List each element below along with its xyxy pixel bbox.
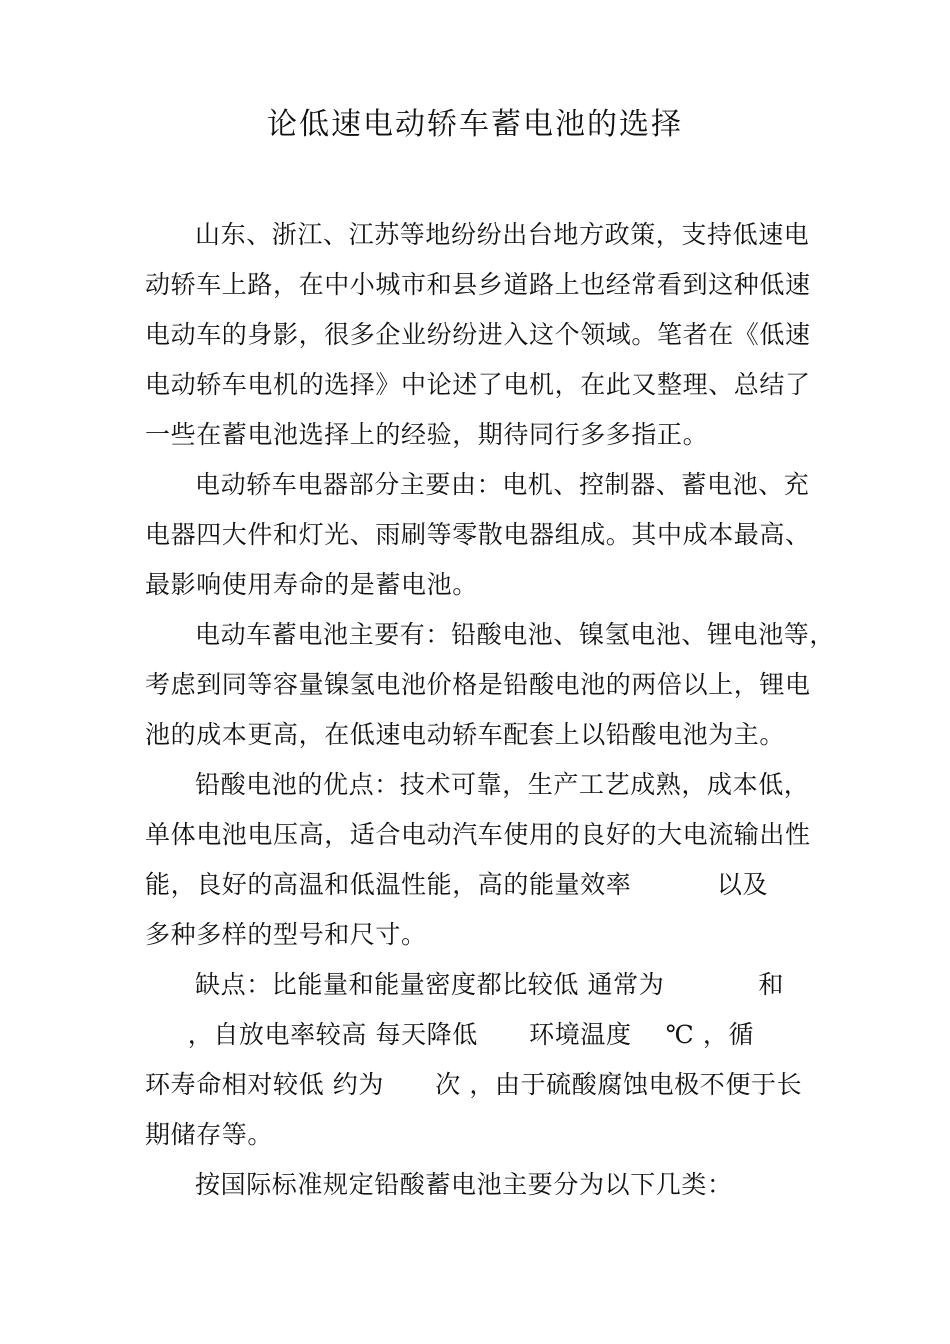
paragraph-line: 最影响使用寿命的是蓄电池。: [145, 570, 478, 599]
paragraph-line: 缺点：比能量和能量密度都比较低 通常为 和: [195, 970, 784, 999]
paragraph-line: 山东、浙江、江苏等地纷纷出台地方政策，支持低速电: [195, 220, 810, 249]
paragraph-line: 环寿命相对较低 约为 次 ，由于硫酸腐蚀电极不便于长: [145, 1070, 803, 1099]
paragraph-line: 按国际标准规定铅酸蓄电池主要分为以下几类：: [195, 1170, 733, 1199]
paragraph-line: 铅酸电池的优点：技术可靠，生产工艺成熟，成本低，: [195, 770, 810, 799]
paragraph-line: 多种多样的型号和尺寸。: [145, 920, 427, 949]
paragraph-line: 能，良好的高温和低温性能，高的能量效率 以及: [145, 870, 769, 899]
paragraph-line: 一些在蓄电池选择上的经验，期待同行多多指正。: [145, 420, 709, 449]
paragraph-line: ，自放电率较高 每天降低 环境温度 ℃ ，循: [145, 1020, 755, 1049]
paragraph-line: 电动车的身影，很多企业纷纷进入这个领域。笔者在《低速: [145, 320, 811, 349]
paragraph-line: 单体电池电压高，适合电动汽车使用的良好的大电流输出性: [145, 820, 811, 849]
paragraph-line: 电动轿车电机的选择》中论述了电机，在此又整理、总结了: [145, 370, 811, 399]
paragraph-line: 电动轿车电器部分主要由：电机、控制器、蓄电池、充: [195, 470, 810, 499]
paragraph-line: 池的成本更高，在低速电动轿车配套上以铅酸电池为主。: [145, 720, 786, 749]
document-title: 论低速电动轿车蓄电池的选择: [267, 107, 683, 142]
paragraph-line: 电器四大件和灯光、雨刷等零散电器组成。其中成本最高、: [145, 520, 811, 549]
paragraph-line: 期储存等。: [145, 1120, 274, 1149]
paragraph-line: 考虑到同等容量镍氢电池价格是铅酸电池的两倍以上，锂电: [145, 670, 811, 699]
paragraph-line: 电动车蓄电池主要有：铅酸电池、镍氢电池、锂电池等，: [195, 620, 836, 649]
paragraph-line: 动轿车上路，在中小城市和县乡道路上也经常看到这种低速: [145, 270, 811, 299]
